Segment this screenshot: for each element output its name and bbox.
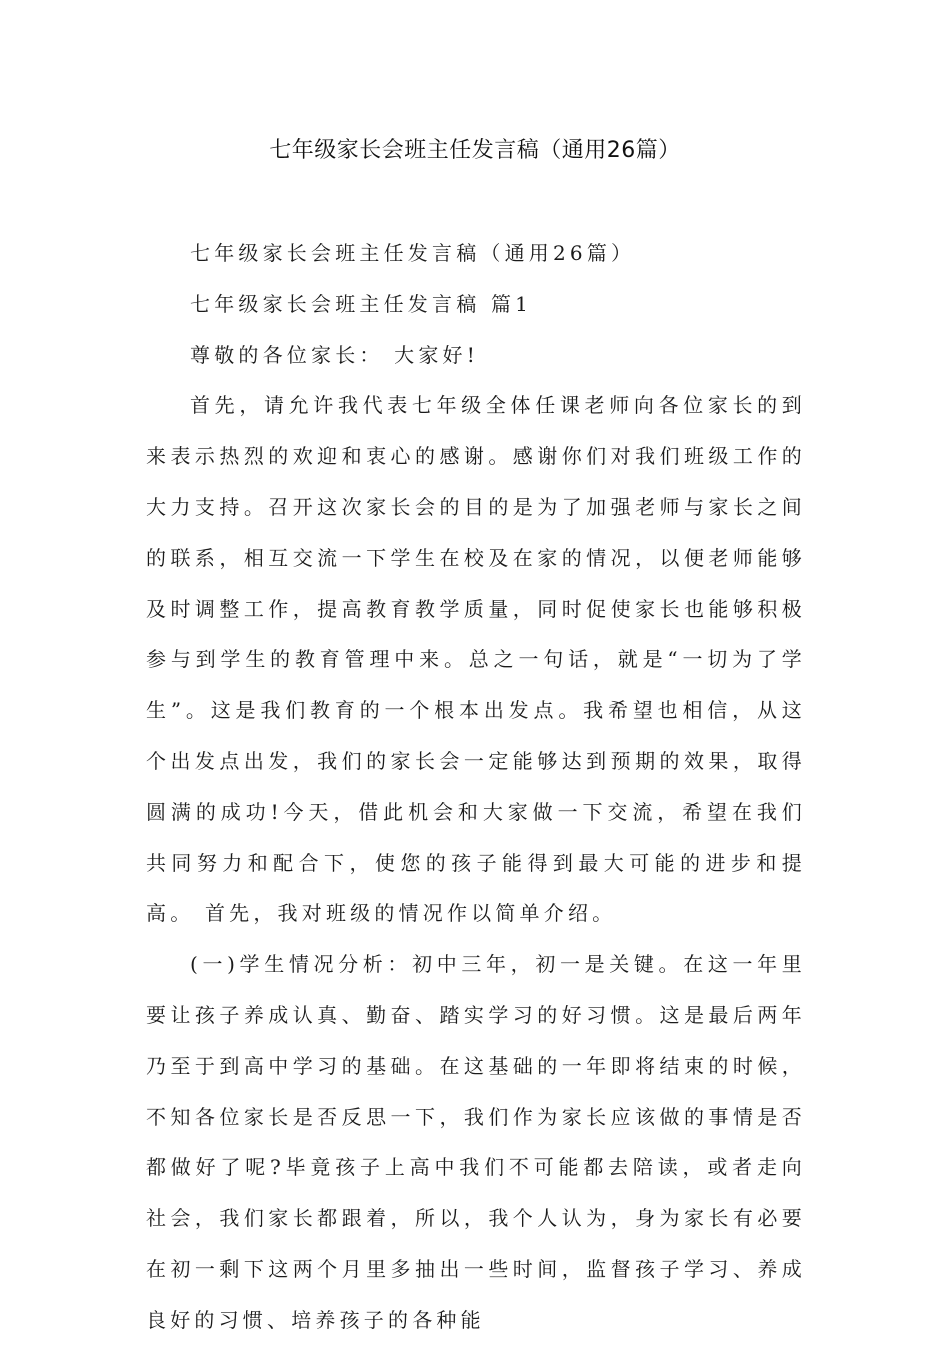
subtitle-paragraph: 七年级家长会班主任发言稿（通用26篇） [190, 241, 636, 265]
body-paragraph: (一)学生情况分析：初中三年，初一是关键。在这一年里要让孩子养成认真、勤奋、踏实学习的好习惯。这是最后两年乃至于到高中学习的基础。在这基础的一年即将结束的时候，不知各位家长是否反思一下，我们作为家长应该做的事情是否都做好了呢?毕竟孩子上高中我们不可能都去陪读，或者走向社会，我们家长都跟着，所以，我个人认为，身为家长有必要在初一剩下这两个月里多抽出一些时间，监督孩子学习、养成良好的习惯、培养孩子的各种能 [146, 952, 806, 1332]
greeting-paragraph: 尊敬的各位家长： 大家好! [190, 342, 479, 367]
body-paragraph: 首先，请允许我代表七年级全体任课老师向各位家长的到来表示热烈的欢迎和衷心的感谢。感谢你们对我们班级工作的大力支持。召开这次家长会的目的是为了加强老师与家长之间的联系，相互交流一下学生在校及在家的情况，以便老师能够及时调整工作，提高教育教学质量，同时促使家长也能够积极参与到学生的教育管理中来。总之一句话，就是“一切为了学生”。这是我们教育的一个根本出发点。我希望也相信，从这个出发点出发，我们的家长会一定能够达到预期的效果，取得圆满的成功!今天，借此机会和大家做一下交流，希望在我们共同努力和配合下，使您的孩子能得到最大可能的进步和提高。 首先，我对班级的情况作以简单介绍。 [146, 393, 806, 926]
document-title: 七年级家长会班主任发言稿（通用26篇） [269, 138, 681, 163]
document-body [146, 228, 806, 1346]
section-heading: 七年级家长会班主任发言稿 篇1 [190, 291, 533, 316]
